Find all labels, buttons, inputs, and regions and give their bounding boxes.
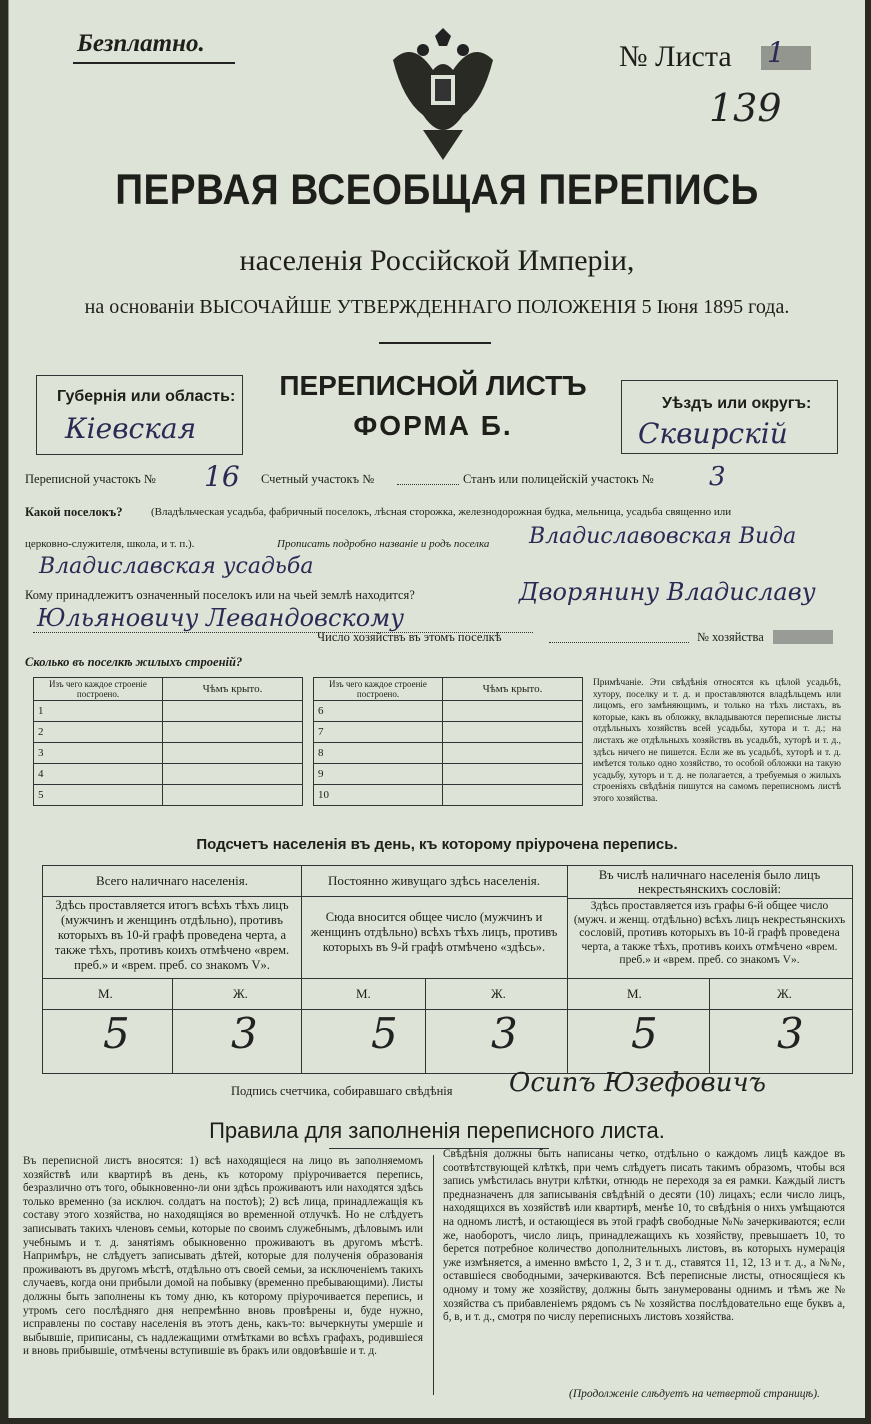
nonpeasant-female-value: 3 — [777, 1009, 804, 1058]
page-title: ПЕРВАЯ ВСЕОБЩАЯ ПЕРЕПИСЬ — [115, 166, 759, 214]
uchastok-label: Переписной участокъ № — [25, 472, 156, 486]
stan-value: 3 — [709, 462, 726, 492]
sheet-number-label: № Листа — [619, 40, 732, 73]
poselok-hint-3: Прописать подробно названіе и родъ поселка — [277, 538, 490, 550]
mf-header-row — [567, 978, 852, 1010]
total-female-value: 3 — [231, 1009, 258, 1058]
table-row: 9 — [314, 764, 443, 785]
regulation-line: на основаніи ВЫСОЧАЙШЕ УТВЕРЖДЕННАГО ПОЛОЖЕНІЯ 5 Іюня 1895 года. — [84, 296, 790, 318]
rules-right-column: Свѣдѣнія должны быть написаны четко, отдѣльно о каждомъ лицѣ каждое въ соотвѣтствующей клѣткѣ, при чемъ слѣдуетъ писать такимъ образомъ, чтобы вся запись умѣстилась внутри клѣтки, отнюдь не переходя за ея рамки. Каждый листъ предназначенъ для записыванія свѣдѣній о десяти (10) лицахъ; если число лицъ, находящихся въ хозяйствѣ или квартирѣ, менѣе 10, то свѣдѣнія о нихъ умѣщаются на одномъ листѣ, и остающіеся въ этой графѣ свободные №№ зачеркиваются; если же, наоборотъ, число лицъ, принадлежащихъ къ хозяйству, превышаетъ 10, то берется потребное количество дополнительныхъ листовъ, въ которыхъ нумерація уже измѣняется, а именно вмѣсто 1, 2, 3 и т. д., ставятся 11, 12, 13 и т. д., а №№, оставшіеся свободными, зачеркиваются. Всѣ переписные листы, относящіеся къ одному и тому же хозяйству, должны быть занумерованы однимъ и тѣмъ же № хозяйства съ прибавленіемъ рядомъ съ № хозяйства послѣдовательно еще буквъ а, б, в, и т. д., смотря по числу переписныхъ листовъ хозяйства. — [443, 1148, 845, 1324]
female-label: Ж. — [777, 986, 792, 1001]
schetny-line — [397, 484, 459, 485]
uezd-value: Сквирскій — [638, 417, 788, 450]
gubernia-box — [36, 375, 243, 455]
female-label: Ж. — [491, 986, 506, 1001]
population-column-total — [43, 866, 302, 1073]
poselok-value-2: Владиславская усадьба — [39, 554, 314, 579]
male-label: М. — [356, 986, 371, 1001]
divider — [709, 979, 710, 1073]
census-form-sheet — [8, 0, 865, 1418]
households-label: Число хозяйствъ въ этомъ поселкѣ — [317, 630, 502, 644]
owner-value-2: Юльяновичу Левандовскому — [37, 604, 405, 632]
schetny-label: Счетный участокъ № — [261, 472, 375, 486]
page-subtitle: населенія Россійской Имперіи, — [239, 244, 635, 277]
uchastok-value: 16 — [204, 460, 240, 493]
household-no-label: № хозяйства — [697, 630, 764, 644]
table-row: 10 — [314, 785, 443, 806]
uezd-box — [621, 380, 838, 454]
poselok-hint: (Владѣльческая усадьба, фабричный поселокъ, лѣсная сторожка, железнодорожная будка, мельница, усадьба священно или — [151, 506, 732, 518]
poselok-hint-2: церковно-служителя, школа, и т. п.). — [25, 538, 195, 550]
permanent-female-value: 3 — [491, 1009, 518, 1058]
column-header: Постоянно живущаго здѣсь населенія. — [301, 866, 567, 897]
table-row: 5 — [34, 785, 163, 806]
table-row: 2 — [34, 722, 163, 743]
mf-header-row — [43, 978, 301, 1010]
population-table — [42, 865, 853, 1074]
poselok-value: Владиславовская Вида — [529, 524, 797, 549]
gubernia-label: Губернія или область: — [57, 388, 236, 405]
rules-left-column: Въ переписной листъ вносятся: 1) всѣ находящіеся на лицо въ заполняемомъ хозяйствѣ или квартирѣ въ день, къ которому пріурочивается перепись, безразлично отъ того, обыкновенно-ли они здѣсь проживаютъ или находятся здѣсь только временно (за исключ. солдатъ на постоѣ); 2) всѣ лица, принадлежащія къ составу этого хозяйства, но находящіяся во временной отлучкѣ. Но не слѣдуетъ записывать такихъ членовъ семьи, которые по своимъ служебнымъ, дѣловымъ или учебнымъ и т. д. занятіямъ обыкновенно проживаютъ въ другомъ мѣстѣ. Напримѣръ, не слѣдуетъ записывать дѣтей, которые для полученія образованія проживаютъ въ другомъ мѣстѣ, отдѣльно отъ своей семьи, за исключеніемъ такихъ случаевъ, когда они прибыли домой на побывку (временно пребывающими). Листы должны быть заполнены къ тому дню, къ которому пріурочивается перепись, и утромъ сего послѣдняго дня непремѣнно вновь провѣрены и, буде нужно, исправлены по составу населенія въ этотъ день, какъ-то: вычеркнуты умершіе и выбывшіе, приписаны, съ надлежащими отмѣтками во всѣхъ графахъ, родившіеся и вновь прибывшіе, отмѣчены вступившіе въ бракъ или овдовѣвшіе и т. д. — [23, 1155, 423, 1358]
signature-value: Осипъ Юзефовичъ — [509, 1068, 766, 1098]
permanent-male-value: 5 — [371, 1009, 398, 1058]
divider — [73, 62, 235, 64]
column-header: Въ числѣ наличнаго населенія было лицъ некрестьянскихъ сословій: — [567, 866, 852, 899]
divider — [433, 1155, 434, 1395]
table-row: 4 — [34, 764, 163, 785]
continued-note: (Продолженіе слѣдуетъ на четвертой страницѣ). — [569, 1388, 820, 1400]
column-description: Здѣсь проставляется изъ графы 6-й общее число (мужч. и женщ. отдѣльно) всѣхъ лицъ некрестьянскихъ сословій, противъ которыхъ въ 10-й графѣ проведена черта, а также тѣхъ, противъ коихъ отмѣчено «врем. преб.» и «врем. преб. со знакомъ V». — [573, 900, 846, 966]
divider — [425, 979, 426, 1073]
table-row: 6 — [314, 701, 443, 722]
column-description: Сюда вносится общее число (мужчинъ и женщинъ отдѣльно) всѣхъ тѣхъ лицъ, противъ которыхъ въ 9-й графѣ отмѣчено «здѣсь». — [310, 910, 558, 954]
column-header: Изъ чего каждое строеніе построено. — [314, 678, 443, 701]
owner-label: Кому принадлежитъ означенный поселокъ или на чьей землѣ находится? — [25, 588, 415, 602]
note: Примѣчаніе. Эти свѣдѣнія относятся къ цѣлой усадьбѣ, хутору, поселку и т. д. и проставляются владѣльцемъ или лицомъ, его замѣняющимъ, и только на тѣхъ листахъ, въ которые, какъ въ обложку, вкладываются переписные листы отдѣльныхъ хозяйствъ всей усадьбы, хутора и т. д.; на листахъ же отдѣльныхъ хозяйствъ въ усадьбѣ, хуторѣ и т. д., здѣсь ничего не пишется. Если же въ усадьбѣ, хуторѣ и т. д. имѣется только одно хозяйство, то особой обложки на такую усадьбу, хуторъ и т. д. не полагается, а требуемыя о жилыхъ строеніяхъ свѣдѣнія пишутся на самомъ переписномъ листѣ этого хозяйства. — [593, 678, 841, 804]
form-title: ПЕРЕПИСНОЙ ЛИСТЪ — [279, 370, 587, 401]
divider — [379, 342, 491, 344]
buildings-table-right — [313, 677, 583, 806]
table-row: 3 — [34, 743, 163, 764]
population-column-nonpeasant — [567, 866, 852, 1073]
total-male-value: 5 — [103, 1009, 130, 1058]
nonpeasant-male-value: 5 — [631, 1009, 658, 1058]
column-header: Всего наличнаго населенія. — [43, 866, 301, 897]
table-row: 1 — [34, 701, 163, 722]
owner-value: Дворянину Владиславу — [519, 578, 816, 606]
signature-label: Подпись счетчика, собиравшаго свѣдѣнія — [231, 1084, 453, 1098]
buildings-table-left — [33, 677, 303, 806]
male-label: М. — [98, 986, 113, 1001]
column-header: Чѣмъ крыто. — [163, 678, 303, 701]
column-description: Здѣсь проставляется итогъ всѣхъ тѣхъ лицъ (мужчинъ и женщинъ отдѣльно), противъ которыхъ въ 10-й графѣ проведена черта, а также тѣхъ, противъ коихъ отмѣчено «врем. преб.» и «врем. преб. со знакомъ V». — [54, 898, 290, 972]
archive-number: 139 — [709, 86, 782, 130]
stamp-smudge — [773, 630, 833, 644]
free-label: Безплатно. — [77, 30, 205, 57]
male-label: М. — [627, 986, 642, 1001]
buildings-label: Сколько въ поселкѣ жилыхъ строеній? — [25, 655, 243, 669]
stan-label: Станъ или полицейскій участокъ № — [463, 472, 654, 486]
female-label: Ж. — [233, 986, 248, 1001]
gubernia-value: Кіевская — [65, 412, 197, 445]
rules-heading: Правила для заполненія переписного листа. — [209, 1118, 665, 1143]
divider — [172, 979, 173, 1073]
uezd-label: Уѣздъ или округъ: — [662, 395, 812, 412]
sheet-number-value: 1 — [767, 36, 785, 69]
population-column-permanent — [301, 866, 568, 1073]
column-header: Изъ чего каждое строеніе построено. — [34, 678, 163, 701]
double-headed-eagle-emblem — [383, 20, 503, 170]
mf-header-row — [301, 978, 567, 1010]
column-header: Чѣмъ крыто. — [443, 678, 583, 701]
table-row: 7 — [314, 722, 443, 743]
form-subtitle: ФОРМА Б. — [353, 410, 513, 441]
table-row: 8 — [314, 743, 443, 764]
poselok-label: Какой поселокъ? — [25, 505, 123, 519]
households-line — [549, 642, 689, 643]
population-heading: Подсчетъ населенія въ день, къ которому пріурочена перепись. — [196, 836, 678, 853]
